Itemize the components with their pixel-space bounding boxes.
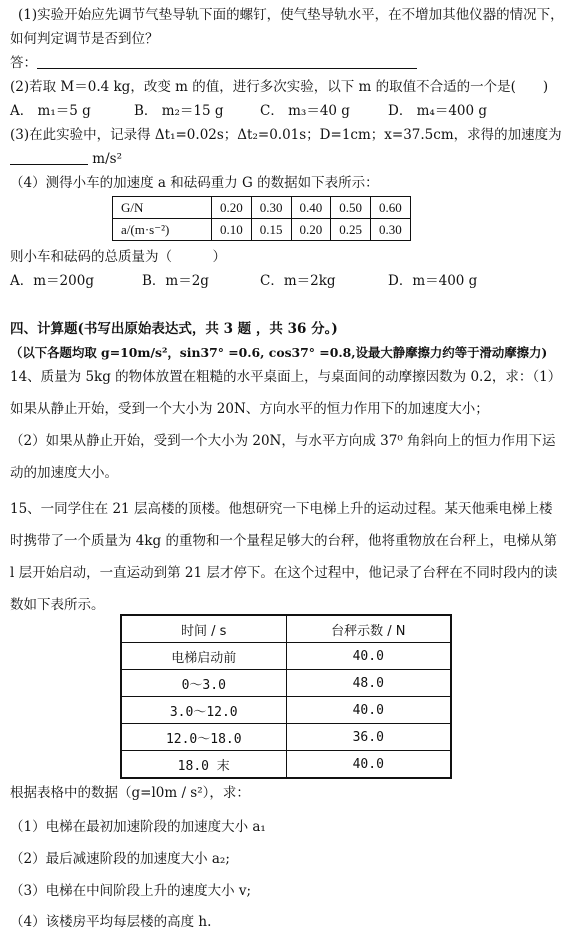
table-row	[113, 197, 411, 219]
table-cell: 0.15	[251, 219, 291, 241]
answer-label: 答：	[10, 55, 37, 71]
q2-option-c: C． m₃＝40 g	[260, 103, 350, 119]
table-cell: 0.40	[291, 197, 331, 219]
table-header-row	[121, 615, 451, 643]
q2-stem: (2)若取 M＝0.4 kg，改变 m 的值，进行多次实验，以下 m 的取值不合适的一个是( )	[10, 79, 549, 95]
q1-line1: (1)实验开始应先调节气垫导轨下面的螺钉，使气垫导轨水平，在不增加其他仪器的情况下，	[18, 7, 564, 23]
scale-readings-table	[120, 614, 452, 779]
table-cell: 3.0～12.0	[121, 697, 286, 724]
table-cell: 0.60	[371, 197, 411, 219]
table-row	[121, 724, 451, 751]
q14-line3: （2）如果从静止开始，受到一个大小为 20N，与水平方向成 37⁰ 角斜向上的恒力作用下运	[10, 433, 556, 449]
table-cell: 0.30	[371, 219, 411, 241]
table-row	[121, 697, 451, 724]
table-cell: 36.0	[286, 724, 451, 751]
q4-stem: （4）测得小车的加速度 a 和砝码重力 G 的数据如下表所示：	[10, 175, 379, 191]
q3-blank[interactable]	[10, 150, 88, 165]
table-cell: 40.0	[286, 697, 451, 724]
q15-line4: 数如下表所示。	[10, 597, 105, 613]
table-cell: 电梯启动前	[121, 643, 286, 670]
q14-line1: 14、质量为 5kg 的物体放置在粗糙的水平桌面上，与桌面间的动摩擦因数为 0.2，求：（1）	[10, 369, 562, 385]
table-cell: 0.30	[251, 197, 291, 219]
table-cell: 0.50	[331, 197, 371, 219]
q2-option-d: D． m₄＝400 g	[388, 103, 488, 119]
table-cell: 0.20	[212, 197, 252, 219]
q3-stem: (3)在此实验中，记录得 Δt₁=0.02s；Δt₂=0.01s；D=1cm；x=37.5cm，求得的加速度为	[10, 127, 562, 143]
q2-option-b: B． m₂＝15 g	[134, 103, 224, 119]
q14-line2: 如果从静止开始，受到一个大小为 20N、方向水平的恒力作用下的加速度大小；	[10, 401, 489, 417]
table-cell: 0.10	[212, 219, 252, 241]
q15-line2: 时携带了一个质量为 4kg 的重物和一个量程足够大的台秤，他将重物放在台秤上，电梯从第	[10, 533, 557, 549]
q14-line4: 动的加速度大小。	[10, 465, 118, 481]
column-header: 时间 / s	[121, 615, 286, 643]
table-row	[121, 751, 451, 779]
q4-ask: 则小车和砝码的总质量为（ ）	[10, 249, 226, 265]
q3-unit: m/s²	[92, 151, 122, 167]
q4-options	[10, 272, 566, 290]
table-cell: 0.25	[331, 219, 371, 241]
column-header: 台秤示数 / N	[286, 615, 451, 643]
q15-sub3: （3）电梯在中间阶段上升的速度大小 v;	[10, 883, 252, 899]
table-cell: 48.0	[286, 670, 451, 697]
q15-sub2: （2）最后减速阶段的加速度大小 a₂;	[10, 851, 230, 867]
q4-option-b: B．m＝2g	[142, 273, 209, 289]
q2-option-a: A． m₁＝5 g	[10, 103, 91, 119]
table-cell: 40.0	[286, 643, 451, 670]
q15-line3: l 层开始启动，一直运动到第 21 层才停下。在这个过程中，他记录了台秤在不同时段内的读	[10, 565, 558, 581]
q3-answer-line	[10, 150, 568, 168]
table-cell: 18.0 末	[121, 751, 286, 779]
table-cell: G/N	[113, 197, 212, 219]
table-cell: 12.0～18.0	[121, 724, 286, 751]
q4-option-c: C．m＝2kg	[260, 273, 336, 289]
g-a-table	[112, 196, 411, 241]
q15-line1: 15、一同学住在 21 层高楼的顶楼。他想研究一下电梯上升的运动过程。某天他乘电梯上楼	[10, 501, 553, 517]
table-cell: a/(m·s⁻²)	[113, 219, 212, 241]
q15-sub1: （1）电梯在最初加速阶段的加速度大小 a₁	[10, 819, 266, 835]
q15-ask: 根据表格中的数据（g=l0m / s²），求：	[10, 785, 250, 801]
table-cell: 0.20	[291, 219, 331, 241]
q4-option-d: D．m＝400 g	[388, 273, 478, 289]
q2-options	[10, 102, 566, 120]
q1-line2: 如何判定调节是否到位？	[10, 31, 159, 47]
section-heading: 四、计算题(书写出原始表达式，共 3 题 ，共 36 分。)	[10, 321, 338, 337]
constants-note: （以下各题均取 g=10m/s²，sin37° =0.6, cos37° =0.8,设最大静摩擦力约等于滑动摩擦力)	[10, 345, 548, 360]
table-cell: 40.0	[286, 751, 451, 779]
q4-option-a: A．m＝200g	[10, 273, 94, 289]
table-row	[113, 219, 411, 241]
table-cell: 0～3.0	[121, 670, 286, 697]
answer-blank[interactable]	[37, 54, 417, 69]
table-row	[121, 670, 451, 697]
answer-line	[10, 54, 568, 72]
q15-sub4: （4）该楼房平均每层楼的高度 h.	[10, 914, 212, 930]
table-row	[121, 643, 451, 670]
